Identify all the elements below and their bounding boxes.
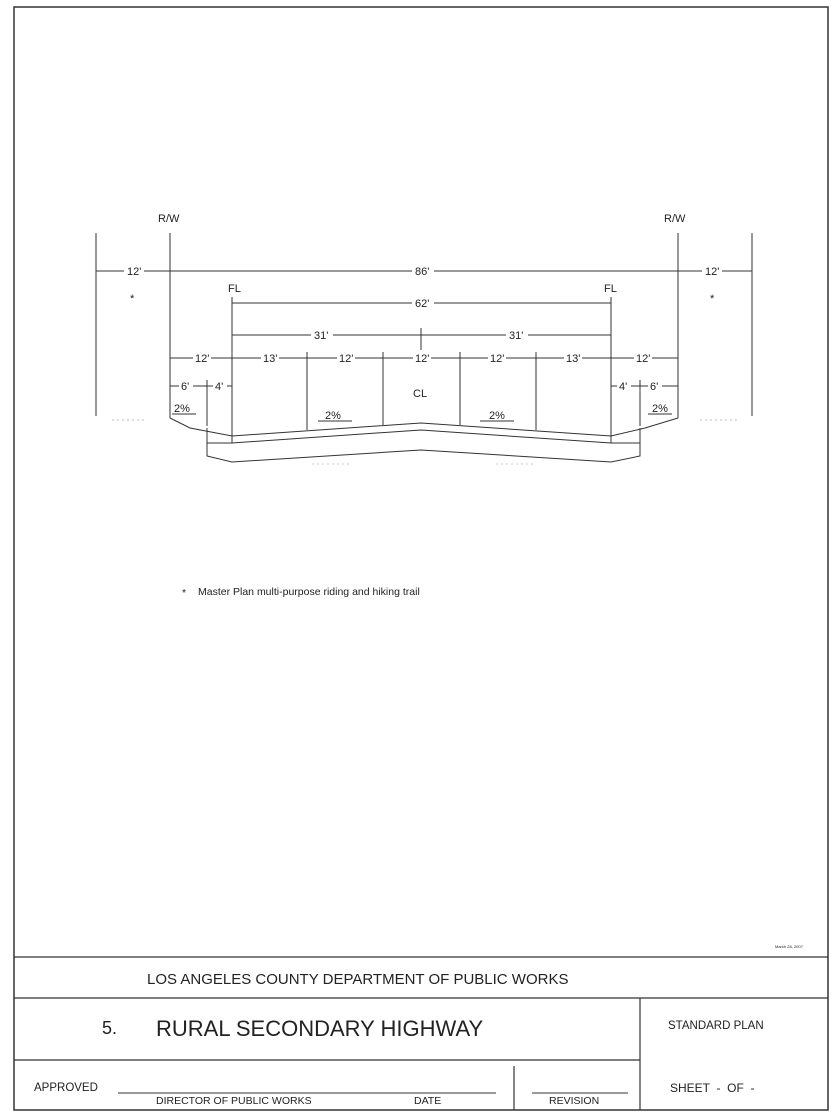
date-stamp: March 28, 2007 <box>775 944 803 949</box>
revision-label: REVISION <box>549 1095 600 1107</box>
trail-asterisk-right: * <box>710 293 715 305</box>
slope-road-right: 2% <box>489 410 505 422</box>
rw-label-left: R/W <box>158 213 180 225</box>
sheet-border <box>14 7 828 1110</box>
dim-strip-right: 4' <box>619 381 628 393</box>
slope-sidewalk-left: 2% <box>174 403 190 415</box>
pavement-top <box>207 428 640 443</box>
note-marker: * <box>182 587 187 599</box>
dim-sidewalk-left: 6' <box>181 381 190 393</box>
dim-lane-outer-right: 13' <box>566 353 581 365</box>
dim-parkway-left: 12' <box>195 353 210 365</box>
dim-half-left: 31' <box>314 330 329 342</box>
roadway-surface <box>170 418 678 436</box>
dimension-labels <box>124 263 722 393</box>
dim-lane-inner-left: 12' <box>339 353 354 365</box>
slope-road-left: 2% <box>325 410 341 422</box>
note-text: Master Plan multi-purpose riding and hiking trail <box>198 586 420 598</box>
date-label: DATE <box>414 1095 442 1107</box>
trail-asterisk-left: * <box>130 293 135 305</box>
dim-trail-left: 12' <box>127 266 142 278</box>
plan-number: 5. <box>102 1018 118 1038</box>
dim-median: 12' <box>415 353 430 365</box>
plan-title: RURAL SECONDARY HIGHWAY <box>156 1016 484 1041</box>
dim-parkway-right: 12' <box>636 353 651 365</box>
department-name: LOS ANGELES COUNTY DEPARTMENT OF PUBLIC WORKS <box>147 971 569 988</box>
dim-lane-inner-right: 12' <box>490 353 505 365</box>
pavement-bottom <box>207 443 640 462</box>
fl-label-left: FL <box>228 283 241 295</box>
dim-trail-right: 12' <box>705 266 720 278</box>
fl-label-right: FL <box>604 283 617 295</box>
approved-label: APPROVED <box>34 1082 98 1094</box>
dim-total-rw: 86' <box>415 266 430 278</box>
dim-strip-left: 4' <box>215 381 224 393</box>
rw-label-right: R/W <box>664 213 686 225</box>
slope-sidewalk-right: 2% <box>652 403 668 415</box>
dim-half-right: 31' <box>509 330 524 342</box>
dim-lane-outer-left: 13' <box>263 353 278 365</box>
dim-curb-to-curb: 62' <box>415 298 430 310</box>
cl-label: CL <box>413 388 428 400</box>
standard-plan-label: STANDARD PLAN <box>668 1020 764 1032</box>
director-label: DIRECTOR OF PUBLIC WORKS <box>156 1095 312 1107</box>
sheet-label: SHEET - OF - <box>670 1081 755 1095</box>
dim-sidewalk-right: 6' <box>650 381 659 393</box>
